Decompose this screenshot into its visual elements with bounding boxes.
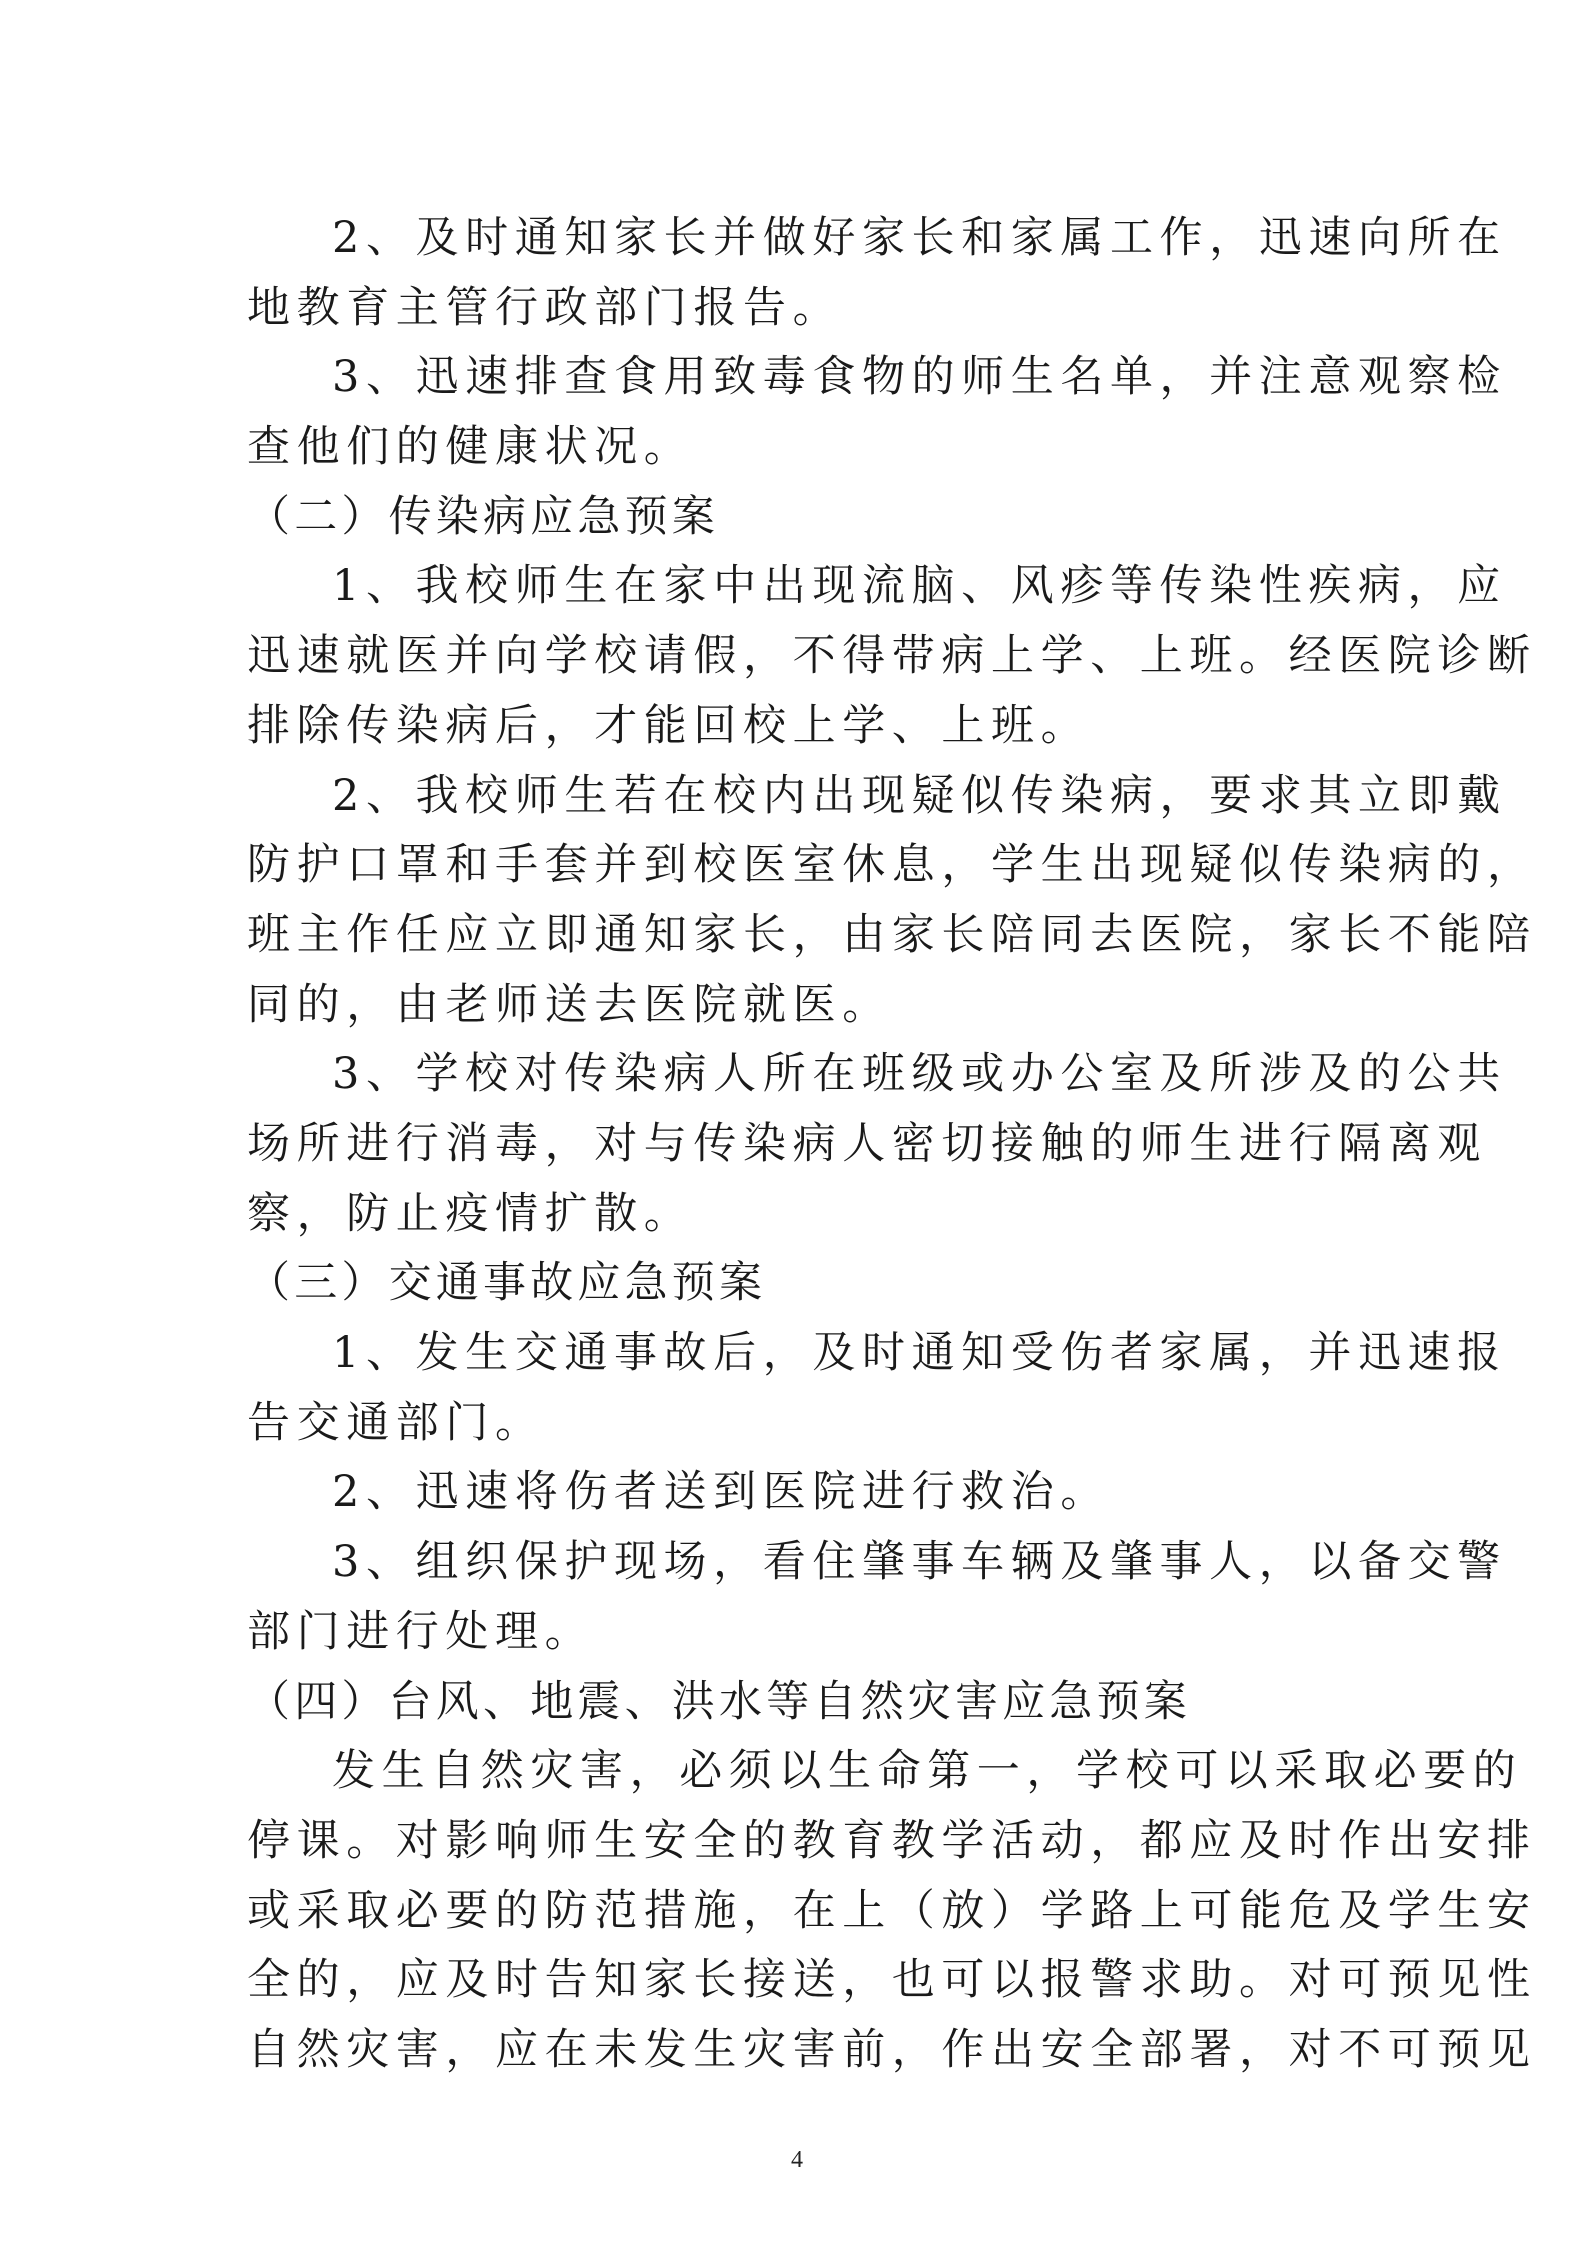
- paragraph-line: 3、学校对传染病人所在班级或办公室及所涉及的公共: [332, 1049, 1507, 1099]
- paragraph-line: 3、迅速排查食用致毒食物的师生名单，并注意观察检: [332, 352, 1507, 402]
- page-number: 4: [791, 2147, 803, 2173]
- paragraph-line: 防护口罩和手套并到校医室休息，学生出现疑似传染病的，: [247, 840, 1537, 890]
- paragraph-line: 全的，应及时告知家长接送，也可以报警求助。对可预见性: [247, 1955, 1537, 2005]
- paragraph-line: 班主作任应立即通知家长，由家长陪同去医院，家长不能陪: [247, 910, 1537, 960]
- paragraph-line: 1、发生交通事故后，及时通知受伤者家属，并迅速报: [332, 1328, 1507, 1378]
- paragraph-line: 查他们的健康状况。: [247, 422, 694, 472]
- paragraph-line: 发生自然灾害，必须以生命第一，学校可以采取必要的: [332, 1746, 1523, 1796]
- paragraph-line: 场所进行消毒，对与传染病人密切接触的师生进行隔离观: [247, 1119, 1487, 1169]
- paragraph-line: 1、我校师生在家中出现流脑、风疹等传染性疾病，应: [332, 561, 1507, 611]
- paragraph-line: 同的，由老师送去医院就医。: [247, 980, 892, 1030]
- paragraph-line: 排除传染病后，才能回校上学、上班。: [247, 701, 1091, 751]
- paragraph-line: 2、我校师生若在校内出现疑似传染病，要求其立即戴: [332, 771, 1507, 821]
- paragraph-line: 2、迅速将伤者送到医院进行救治。: [332, 1467, 1110, 1517]
- paragraph-line: 告交通部门。: [247, 1398, 545, 1448]
- paragraph-line: 停课。对影响师生安全的教育教学活动，都应及时作出安排: [247, 1816, 1537, 1866]
- section-heading: （四）台风、地震、洪水等自然灾害应急预案: [247, 1677, 1191, 1727]
- paragraph-line: 部门进行处理。: [247, 1607, 595, 1657]
- section-heading: （二）传染病应急预案: [247, 492, 719, 542]
- paragraph-line: 或采取必要的防范措施，在上（放）学路上可能危及学生安: [247, 1886, 1537, 1936]
- paragraph-line: 迅速就医并向学校请假，不得带病上学、上班。经医院诊断: [247, 631, 1537, 681]
- paragraph-line: 2、及时通知家长并做好家长和家属工作，迅速向所在: [332, 213, 1507, 263]
- paragraph-line: 地教育主管行政部门报告。: [247, 283, 843, 333]
- paragraph-line: 3、组织保护现场，看住肇事车辆及肇事人，以备交警: [332, 1537, 1507, 1587]
- paragraph-line: 自然灾害，应在未发生灾害前，作出安全部署，对不可预见: [247, 2025, 1537, 2075]
- section-heading: （三）交通事故应急预案: [247, 1258, 767, 1308]
- paragraph-line: 察，防止疫情扩散。: [247, 1189, 694, 1239]
